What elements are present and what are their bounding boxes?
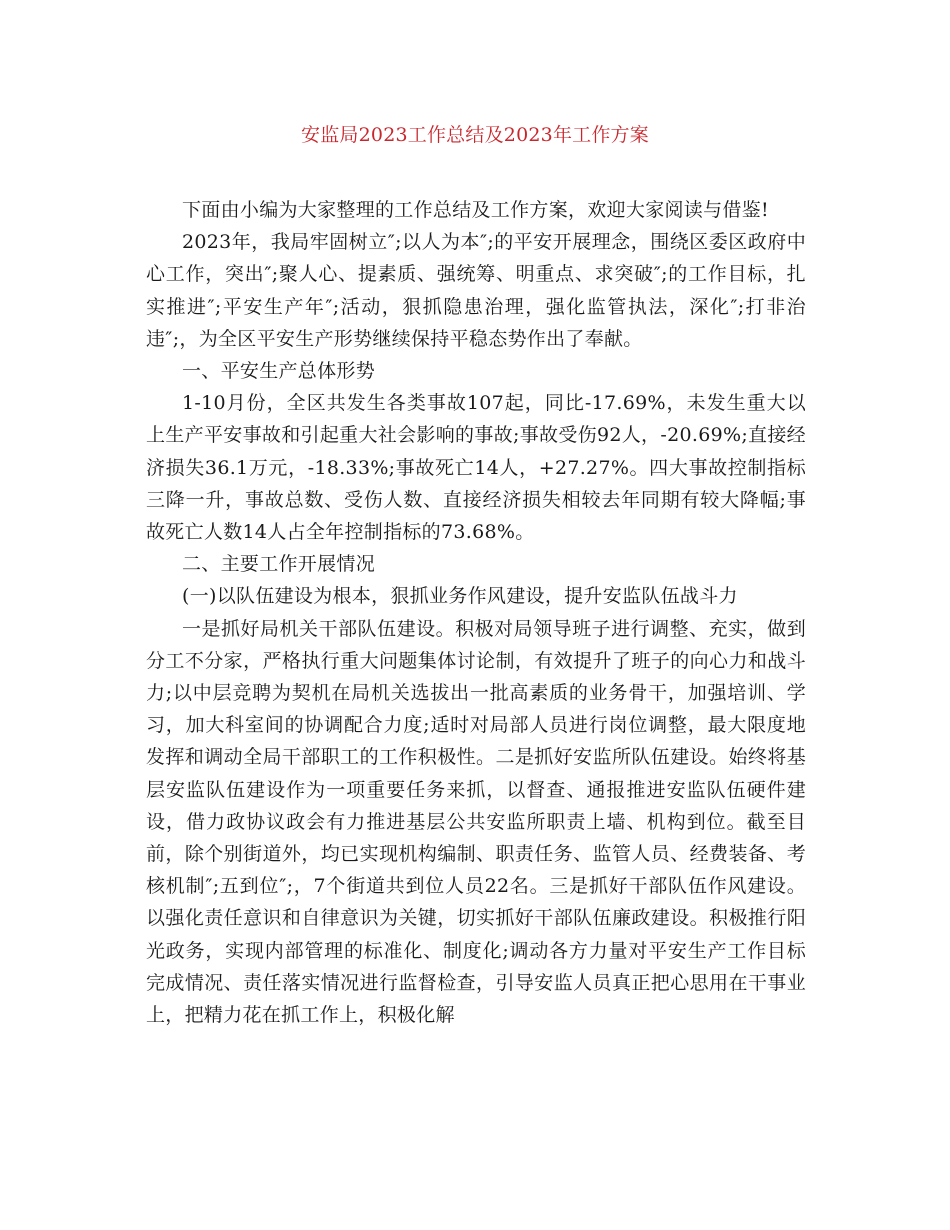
overview-paragraph: 2023年，我局牢固树立″;以人为本″;的平安开展理念，围绕区委区政府中心工作，突出″;聚人心、提素质、强统筹、明重点、求突破″;的工作目标，扎实推进″;平安生产年″;活动，狠抓隐患治理，强化监管执法，深化″;打非治违″;，为全区平安生产形势继续保持平稳态势作出了奉献。 (146, 231, 806, 350)
section-heading-main-work: 二、主要工作开展情况 (182, 553, 376, 576)
team-building-paragraph: 一是抓好局机关干部队伍建设。积极对局领导班子进行调整、充实，做到分工不分家，严格执行重大问题集体讨论制，有效提升了班子的向心力和战斗力;以中层竞聘为契机在局机关选拔出一批高素质的业务骨干，加强培训、学习，加大科室间的协调配合力度;适时对局部人员进行岗位调整，最大限度地发挥和调动全局干部职工的工作积极性。二是抓好安监所队伍建设。始终将基层安监队伍建设作为一项重要任务来抓，以督查、通报推进安监队伍硬件建设，借力政协议政会有力推进基层公共安监所职责上墙、机构到位。截至目前，除个别街道外，均已实现机构编制、职责任务、监管人员、经费装备、考核机制″;五到位″;，7个街道共到位人员22名。三是抓好干部队伍作风建设。以强化责任意识和自律意识为关键，切实抓好干部队伍廉政建设。积极推行阳光政务，实现内部管理的标准化、制度化;调动各方力量对平安生产工作目标完成情况、责任落实情况进行监督检查，引导安监人员真正把心思用在干事业上，把精力花在抓工作上，积极化解 (146, 617, 806, 1027)
document-body (146, 194, 806, 1031)
intro-paragraph: 下面由小编为大家整理的工作总结及工作方案，欢迎大家阅读与借鉴! (182, 199, 769, 221)
document-title: 安监局2023工作总结及2023年工作方案 (301, 124, 649, 146)
section-heading-safety-situation: 一、平安生产总体形势 (182, 360, 376, 383)
statistics-paragraph: 1-10月份，全区共发生各类事故107起，同比-17.69%，未发生重大以上生产平安事故和引起重大社会影响的事故;事故受伤92人，-20.69%;直接经济损失36.1万元，-18.33%;事故死亡14人，+27.27%。四大事故控制指标三降一升，事故总数、受伤人数、直接经济损失相较去年同期有较大降幅;事故死亡人数14人占全年控制指标的73.68%。 (146, 392, 806, 544)
subsection-heading-team-building: (一)以队伍建设为根本，狠抓业务作风建设，提升安监队伍战斗力 (182, 585, 738, 608)
